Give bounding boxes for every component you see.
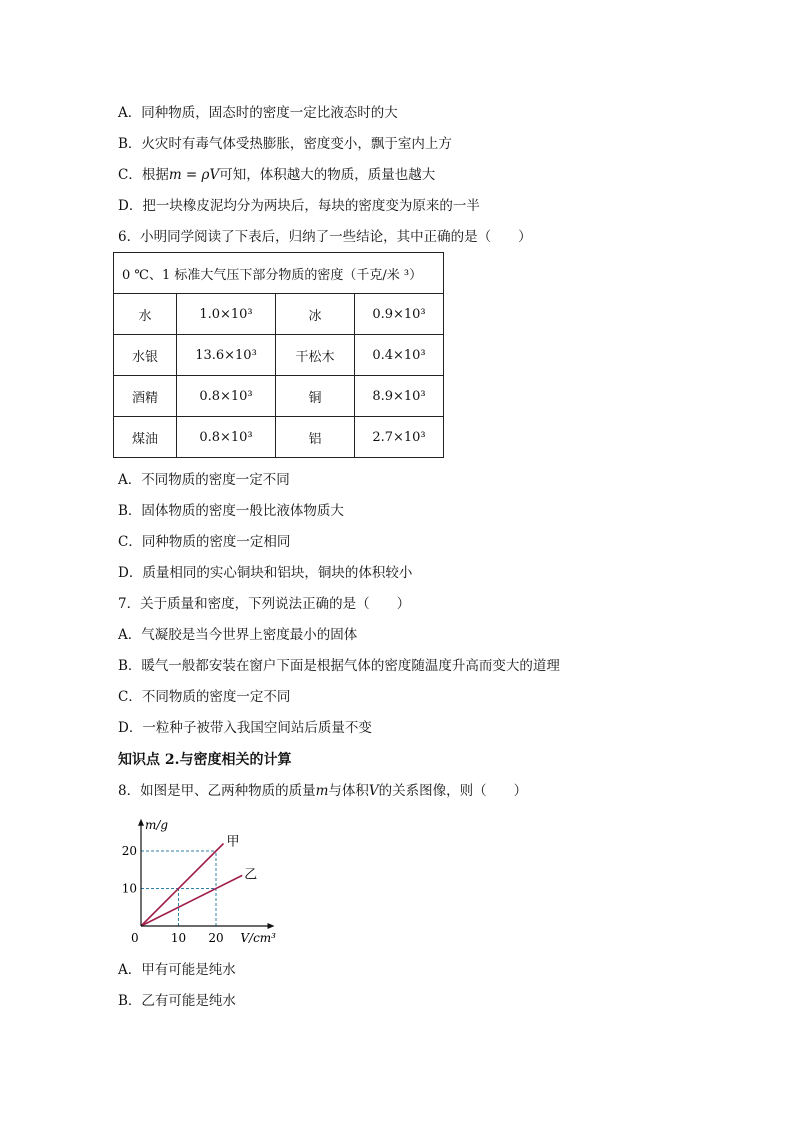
table-cell: 0.4×10³ (355, 335, 444, 376)
q6-option-d: D．质量相同的实心铜块和铝块，铜块的体积较小 (118, 565, 413, 581)
q8-stem-suffix: 的关系图像，则（ ） (378, 783, 528, 799)
y-axis-arrow (138, 819, 144, 826)
q5-option-c (118, 165, 435, 185)
q8-stem-v: V (368, 783, 379, 799)
table-cell: 1.0×10³ (177, 294, 276, 335)
q8-stem-prefix: 8．如图是甲、乙两种物质的质量 (118, 783, 316, 799)
q6-option-a: A．不同物质的密度一定不同 (118, 472, 290, 488)
q5-option-b: B．火灾时有毒气体受热膨胀，密度变小，飘于室内上方 (118, 136, 452, 152)
q7-stem: 7．关于质量和密度，下列说法正确的是（ ） (118, 596, 411, 612)
series-label-yi: 乙 (244, 867, 258, 883)
table-cell: 13.6×10³ (177, 335, 276, 376)
table-cell: 铜 (276, 376, 355, 417)
table-cell: 0.8×10³ (177, 417, 276, 458)
q6-option-b: B．固体物质的密度一般比液体物质大 (118, 503, 344, 519)
series-label-jia: 甲 (226, 834, 240, 850)
x-axis-arrow (268, 923, 275, 929)
table-cell: 冰 (276, 294, 355, 335)
series-lines (141, 844, 242, 927)
q7-option-c: C．不同物质的密度一定不同 (118, 689, 291, 705)
series-line-yi (141, 875, 242, 926)
q8-option-a: A．甲有可能是纯水 (118, 962, 236, 978)
q8-stem (118, 781, 527, 801)
section-heading: 知识点 2.与密度相关的计算 (118, 752, 292, 768)
y-tick-label: 20 (121, 844, 137, 858)
table-row (114, 335, 444, 376)
table-cell: 煤油 (114, 417, 177, 458)
table-cell: 2.7×10³ (355, 417, 444, 458)
q5-option-c-prefix: C．根据 (118, 167, 169, 183)
q5-option-a: A．同种物质，固态时的密度一定比液态时的大 (118, 105, 398, 121)
q5-option-c-suffix: 可知，体积越大的物质，质量也越大 (219, 167, 436, 183)
q8-stem-mid: 与体积 (328, 783, 369, 799)
q6-stem: 6．小明同学阅读了下表后，归纳了一些结论，其中正确的是（ ） (118, 229, 532, 245)
density-table-caption-row (114, 253, 444, 294)
q6-option-c: C．同种物质的密度一定相同 (118, 534, 291, 550)
table-cell: 铝 (276, 417, 355, 458)
q8-option-b: B．乙有可能是纯水 (118, 993, 236, 1009)
x-tick-label: 10 (170, 931, 187, 945)
q5-option-c-formula: m = ρV (168, 167, 220, 183)
series-line-jia (141, 844, 224, 927)
table-cell: 干松木 (276, 335, 355, 376)
table-cell: 酒精 (114, 376, 177, 417)
table-cell: 8.9×10³ (355, 376, 444, 417)
mass-volume-graph (120, 812, 280, 952)
q7-option-d: D．一粒种子被带入我国空间站后质量不变 (118, 720, 372, 736)
q8-stem-m: m (315, 783, 329, 799)
origin-label: 0 (131, 931, 139, 945)
table-cell: 0.9×10³ (355, 294, 444, 335)
q5-option-d: D．把一块橡皮泥均分为两块后，每块的密度变为原来的一半 (118, 198, 480, 214)
q7-option-b: B．暖气一般都安装在窗户下面是根据气体的密度随温度升高而变大的道理 (118, 658, 560, 674)
table-cell: 0.8×10³ (177, 376, 276, 417)
x-axis-label: V/cm³ (240, 931, 276, 945)
table-row (114, 376, 444, 417)
table-cell: 水银 (114, 335, 177, 376)
density-table-caption: 0 ℃、1 标准大气压下部分物质的密度（千克/米 ³） (114, 253, 444, 294)
density-table (113, 252, 444, 458)
y-axis-label: m/g (145, 817, 169, 832)
table-row (114, 294, 444, 335)
y-tick-label: 10 (121, 881, 137, 896)
x-tick-label: 20 (208, 931, 224, 945)
q7-option-a: A．气凝胶是当今世界上密度最小的固体 (118, 627, 358, 643)
table-row (114, 417, 444, 458)
table-cell: 水 (114, 294, 177, 335)
